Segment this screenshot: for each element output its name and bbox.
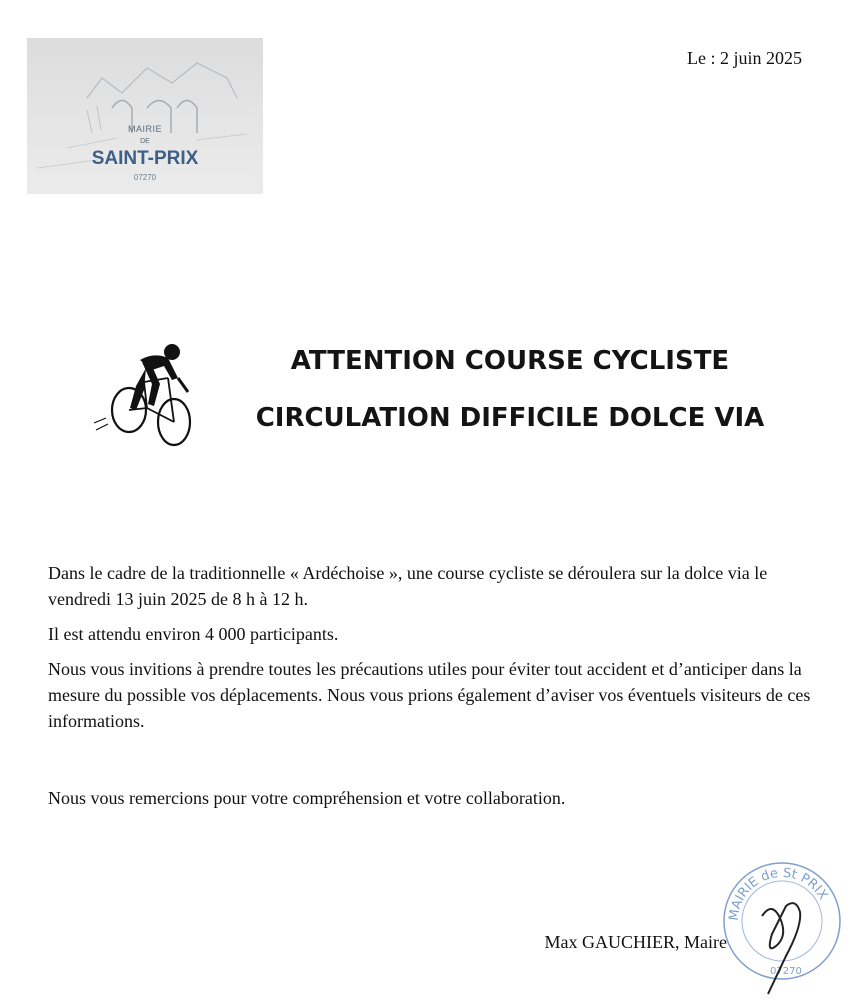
paragraph-precautions: Nous vous invitions à prendre toutes les précautions utiles pour éviter tout accident et d’anticiper dans la mesure du possible vos déplacements. Nous vous prions également d’aviser vos éventuels visiteurs de ces informations. <box>48 659 811 731</box>
logo-de-label: DE <box>140 138 150 145</box>
paragraph-event: Dans le cadre de la traditionnelle « Ardéchoise », une course cycliste se déroulera sur la dolce via le vendredi 13 juin 2025 de 8 h à 12 h. <box>48 563 768 609</box>
title-line-1: ATTENTION COURSE CYCLISTE <box>290 346 730 376</box>
town-logo-drawing <box>27 38 263 194</box>
logo-mairie-label: MAIRIE <box>127 124 162 134</box>
town-logo <box>27 38 263 194</box>
svg-text:07270: 07270 <box>770 966 802 977</box>
title-line-2: CIRCULATION DIFFICILE DOLCE VIA <box>255 403 765 433</box>
document-date: Le : 2 juin 2025 <box>687 48 802 68</box>
signature-name: Max GAUCHIER, Maire <box>544 932 727 952</box>
paragraph-participants: Il est attendu environ 4 000 participants. <box>48 624 339 644</box>
town-seal-icon <box>716 846 846 996</box>
svg-text:MAIRIE de St PRIX: MAIRIE de St PRIX <box>726 865 831 922</box>
paragraph-thanks: Nous vous remercions pour votre compréhension et votre collaboration. <box>48 788 566 808</box>
logo-postal-code: 07270 <box>133 173 157 182</box>
cyclist-icon <box>92 338 200 453</box>
logo-town-name: SAINT-PRIX <box>91 148 199 169</box>
